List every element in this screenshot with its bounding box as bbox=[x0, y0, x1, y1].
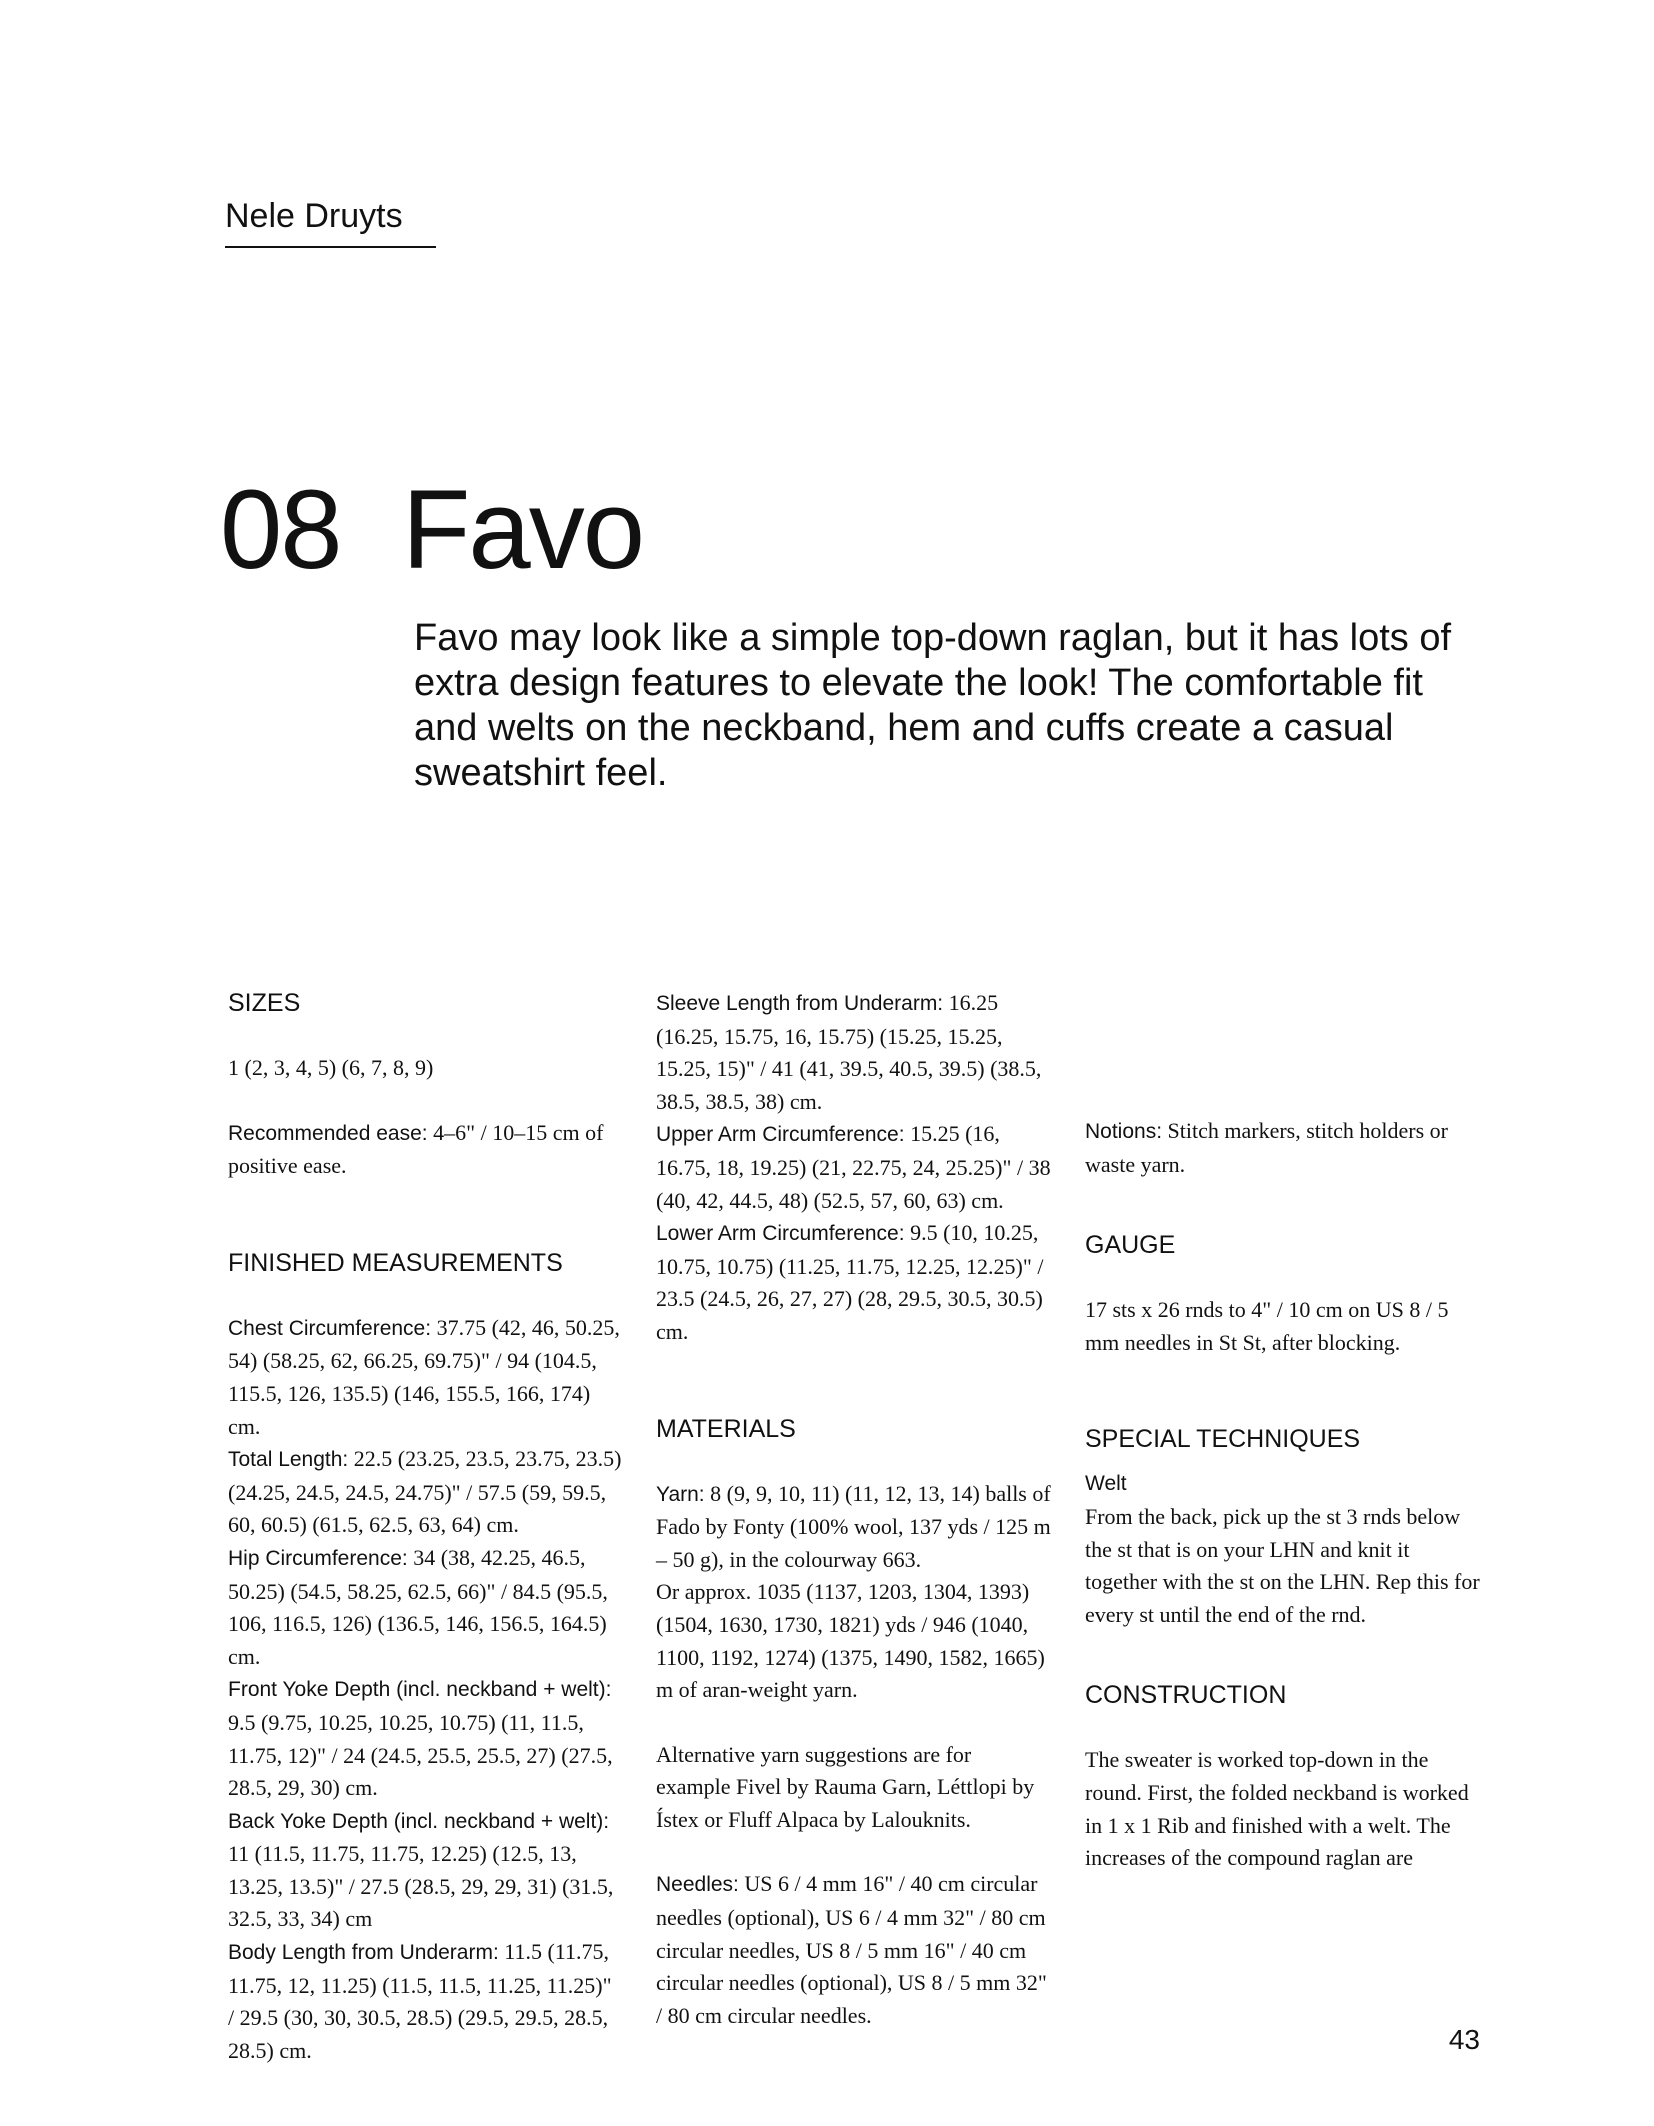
sizes-list: 1 (2, 3, 4, 5) (6, 7, 8, 9) bbox=[228, 1055, 434, 1080]
yarn-value: 8 (9, 9, 10, 11) (11, 12, 13, 14) balls of Fado by Fonty (100% wool, 137 yds / 125 m – 50 g), in the colourway 663. bbox=[656, 1480, 1051, 1572]
needles-info bbox=[656, 1868, 1051, 2032]
welt-subheading: Welt bbox=[1085, 1472, 1127, 1496]
yarn-info bbox=[656, 1478, 1051, 1577]
measurement-value: 9.5 (9.75, 10.25, 10.25, 10.75) (11, 11.5, 11.75, 12)" / 24 (24.5, 25.5, 25.5, 27) (27.5, 28.5, 29, 30) cm. bbox=[228, 1709, 613, 1801]
author-name: Nele Druyts bbox=[225, 196, 436, 248]
measurement-value: 22.5 (23.25, 23.5, 23.75, 23.5) (24.25, 24.5, 24.5, 24.75)" / 57.5 (59, 59.5, 60, 60.5) (61.5, 62.5, 63, 64) cm. bbox=[228, 1446, 622, 1538]
yarn-label: Yarn: bbox=[656, 1482, 705, 1506]
measurement-back-yoke bbox=[228, 1805, 623, 1936]
measurement-value: 16.25 (16.25, 15.75, 16, 15.75) (15.25, 15.25, 15.25, 15)" / 41 (41, 39.5, 40.5, 39.5) (38.5, 38.5, 38.5, 38) cm. bbox=[656, 990, 1042, 1114]
measurement-chest bbox=[228, 1312, 623, 1443]
measurement-total-length bbox=[228, 1443, 623, 1542]
measurement-label: Total Length: bbox=[228, 1448, 349, 1472]
needles-label: Needles: bbox=[656, 1873, 739, 1897]
measurement-label: Upper Arm Circumference: bbox=[656, 1123, 905, 1147]
measurement-value: 9.5 (10, 10.25, 10.75, 10.75) (11.25, 11.75, 12.25, 12.25)" / 23.5 (24.5, 26, 27, 27) (28, 29.5, 30.5, 30.5) cm. bbox=[656, 1220, 1044, 1344]
recommended-ease bbox=[228, 1117, 623, 1183]
measurement-value: 37.75 (42, 46, 50.25, 54) (58.25, 62, 66.25, 69.75)" / 94 (104.5, 115.5, 126, 135.5) (146, 155.5, 166, 174) cm. bbox=[228, 1314, 620, 1439]
construction-text: The sweater is worked top-down in the round. First, the folded neckband is worked in 1 x 1 Rib and finished with a welt. The increases of the compound raglan are bbox=[1085, 1747, 1469, 1871]
measurement-upper-arm bbox=[656, 1118, 1051, 1217]
measurement-hip bbox=[228, 1542, 623, 1673]
notions-label: Notions: bbox=[1085, 1120, 1163, 1143]
measurement-value: 15.25 (16, 16.75, 18, 19.25) (21, 22.75, 24, 25.25)" / 38 (40, 42, 44.5, 48) (52.5, 57, 60, 63) cm. bbox=[656, 1121, 1051, 1213]
ease-label: Recommended ease: bbox=[228, 1121, 428, 1145]
measurement-label: Chest Circumference: bbox=[228, 1316, 432, 1340]
pattern-name: Favo bbox=[402, 467, 643, 593]
measurement-value: 11 (11.5, 11.75, 11.75, 12.25) (12.5, 13, 13.25, 13.5)" / 27.5 (28.5, 29, 29, 31) (31.5, 32.5, 33, 34) cm bbox=[228, 1841, 614, 1932]
page-number: 43 bbox=[1448, 2024, 1480, 2055]
welt-text: From the back, pick up the st 3 rnds below the st that is on your LHN and knit it together with the st on the LHN. Rep this for every st until the end of the rnd. bbox=[1085, 1503, 1480, 1627]
materials-heading: MATERIALS bbox=[656, 1414, 796, 1443]
measurement-lower-arm bbox=[656, 1217, 1051, 1348]
needles-value: US 6 / 4 mm 16" / 40 cm circular needles (optional), US 6 / 4 mm 32" / 80 cm circular needles, US 8 / 5 mm 16" / 40 cm circular needles (optional), US 8 / 5 mm 32" / 80 cm circular needles. bbox=[656, 1871, 1047, 2028]
notions-value: Stitch markers, stitch holders or waste yarn. bbox=[1085, 1118, 1448, 1177]
measurement-label: Back Yoke Depth (incl. neckband + welt): bbox=[228, 1809, 610, 1833]
column-right bbox=[1085, 1083, 1480, 1875]
ease-value: 4–6" / 10–15 cm of positive ease. bbox=[228, 1119, 604, 1179]
measurement-value: 11.5 (11.75, 11.75, 12, 11.25) (11.5, 11.5, 11.25, 11.25)" / 29.5 (30, 30, 30.5, 28.5) (29.5, 29.5, 28.5, 28.5) cm. bbox=[228, 1939, 612, 2063]
measurement-label: Body Length from Underarm: bbox=[228, 1941, 499, 1965]
gauge-text: 17 sts x 26 rnds to 4" / 10 cm on US 8 / 5 mm needles in St St, after blocking. bbox=[1085, 1297, 1449, 1355]
pattern-title bbox=[220, 465, 643, 595]
intro-paragraph: Favo may look like a simple top-down raglan, but it has lots of extra design features to elevate the look! The comfortable fit and welts on the neckband, hem and cuffs create a casual sweatshirt feel. bbox=[414, 617, 1452, 794]
finished-measurements-heading: FINISHED MEASUREMENTS bbox=[228, 1248, 563, 1277]
measurement-body-length bbox=[228, 1936, 623, 2067]
measurement-value: 34 (38, 42.25, 46.5, 50.25) (54.5, 58.25, 62.5, 66)" / 84.5 (95.5, 106, 116.5, 126) (136.5, 146, 156.5, 164.5) cm. bbox=[228, 1544, 608, 1669]
special-techniques-heading: SPECIAL TECHNIQUES bbox=[1085, 1425, 1361, 1454]
column-middle bbox=[656, 987, 1051, 2032]
notions-info bbox=[1085, 1115, 1480, 1181]
pattern-number: 08 bbox=[220, 467, 341, 593]
measurement-label: Lower Arm Circumference: bbox=[656, 1222, 905, 1246]
sizes-heading: SIZES bbox=[228, 989, 301, 1017]
yarn-approx: Or approx. 1035 (1137, 1203, 1304, 1393) (1504, 1630, 1730, 1821) yds / 946 (1040, 1100, 1192, 1274) (1375, 1490, 1582, 1665) m of aran-weight yarn. bbox=[656, 1579, 1045, 1703]
measurement-sleeve-length bbox=[656, 987, 1051, 1118]
measurement-label: Hip Circumference: bbox=[228, 1546, 408, 1570]
measurement-label: Sleeve Length from Underarm: bbox=[656, 992, 944, 1015]
gauge-heading: GAUGE bbox=[1085, 1231, 1176, 1260]
construction-heading: CONSTRUCTION bbox=[1085, 1681, 1287, 1710]
measurement-front-yoke bbox=[228, 1673, 623, 1804]
column-left bbox=[228, 987, 623, 2067]
measurement-label: Front Yoke Depth (incl. neckband + welt): bbox=[228, 1678, 612, 1702]
yarn-alternatives: Alternative yarn suggestions are for example Fivel by Rauma Garn, Léttlopi by Ístex or Fluff Alpaca by Lalouknits. bbox=[656, 1741, 1035, 1832]
